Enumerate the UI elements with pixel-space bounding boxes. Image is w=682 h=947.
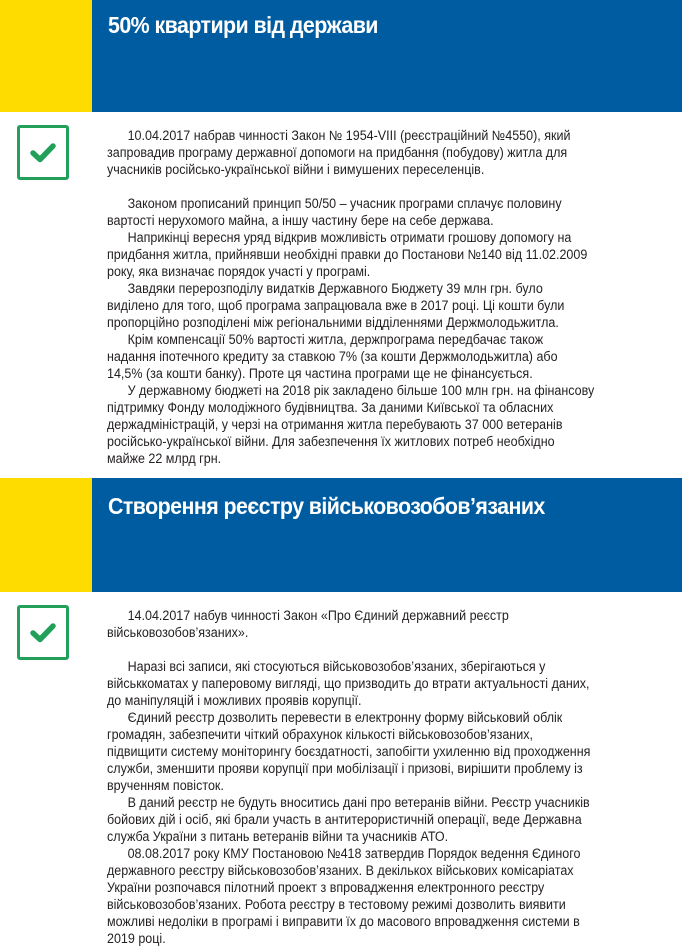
paragraph: 14.04.2017 набув чинності Закон «Про Єдиний державний реєстр військовозобов’язаних». bbox=[107, 608, 509, 640]
paragraph: Єдиний реєстр дозволить перевести в електронну форму військовий облік громадян, забезпечити чіткий обрахунок кількості військовозобов’язаних, підвищити систему моніторингу боєздатності, запобігти ухиленню від проходження служби, зменшити прояви корупції при мобілізації і призові, вирішити проблему із врученням повісток. bbox=[107, 710, 591, 793]
section-body-registry bbox=[107, 607, 595, 947]
yellow-stripe bbox=[0, 0, 92, 112]
paragraph: У державному бюджеті на 2018 рік закладено більше 100 млн грн. на фінансову підтримку Фонду молодіжного будівництва. За даними Київської та обласних держадміністрацій, у черзі на отримання житла перебувають 37 000 ветеранів російсько-української війни. Для забезпечення їх житлових потреб необхідно майже 22 млрд грн. bbox=[107, 383, 595, 466]
section-body-housing bbox=[107, 127, 595, 467]
paragraph: 10.04.2017 набрав чинності Закон № 1954-VIII (реєстраційний №4550), який запровадив програму державної допомоги на придбання (побудову) житла для учасників російсько-української війни і вимушених переселенців. bbox=[107, 128, 571, 177]
checkmark-icon bbox=[30, 622, 56, 644]
checkmark-icon bbox=[30, 142, 56, 164]
section-header-registry bbox=[0, 478, 682, 592]
blue-band bbox=[92, 478, 682, 592]
paragraph: В даний реєстр не будуть вноситись дані про ветеранів війни. Реєстр учасників бойових дій і осіб, які брали участь в антитерористичній операції, веде Державна служба України з питань ветеранів війни та учасників АТО. bbox=[107, 795, 590, 844]
yellow-stripe bbox=[0, 478, 92, 592]
blue-band bbox=[92, 0, 682, 112]
section-title: Створення реєстру військовозобов’язаних bbox=[108, 493, 545, 519]
paragraph: Законом прописаний принцип 50/50 – учасник програми сплачує половину вартості нерухомого майна, а іншу частину бере на себе держава. bbox=[107, 196, 562, 228]
section-header-housing bbox=[0, 0, 682, 112]
paragraph: Крім компенсації 50% вартості житла, держпрограма передбачає також надання іпотечного кредиту за ставкою 7% (за кошти Держмолодьжитла) або 14,5% (за кошти банку). Проте ця частина програми ще не фінансується. bbox=[107, 332, 558, 381]
section-title: 50% квартири від держави bbox=[108, 12, 378, 38]
paragraph: 08.08.2017 року КМУ Постановою №418 затвердив Порядок ведення Єдиного державного реєстру військовозобов’язаних. В декількох військових комісаріатах України розпочався пілотний проект з впровадження електронного реєстру військовозобов’язаних. Робота реєстру в тестовому режимі дозволить виявити можливі недоліки в програмі і виправити їх до масового впровадження системи в 2019 році. bbox=[107, 846, 581, 946]
paragraph: Наразі всі записи, які стосуються військовозобов’язаних, зберігаються у військкоматах у паперовому вигляді, що призводить до втрати актуальності даних, до маніпуляцій і можливих проявів корупції. bbox=[107, 659, 590, 708]
check-box-icon bbox=[17, 125, 69, 180]
paragraph: Завдяки перерозподілу видатків Державного Бюджету 39 млн грн. було виділено для того, щоб програма запрацювала вже в 2017 році. Ці кошти були пропорційно розподілені між регіональними відділеннями Держмолодьжитла. bbox=[107, 281, 565, 330]
check-box-icon bbox=[17, 605, 69, 660]
paragraph: Наприкінці вересня уряд відкрив можливість отримати грошову допомогу на придбання житла, прийнявши необхідні правки до Постанови №140 від 11.02.2009 року, яка визначає порядок участі у програмі. bbox=[107, 230, 588, 279]
